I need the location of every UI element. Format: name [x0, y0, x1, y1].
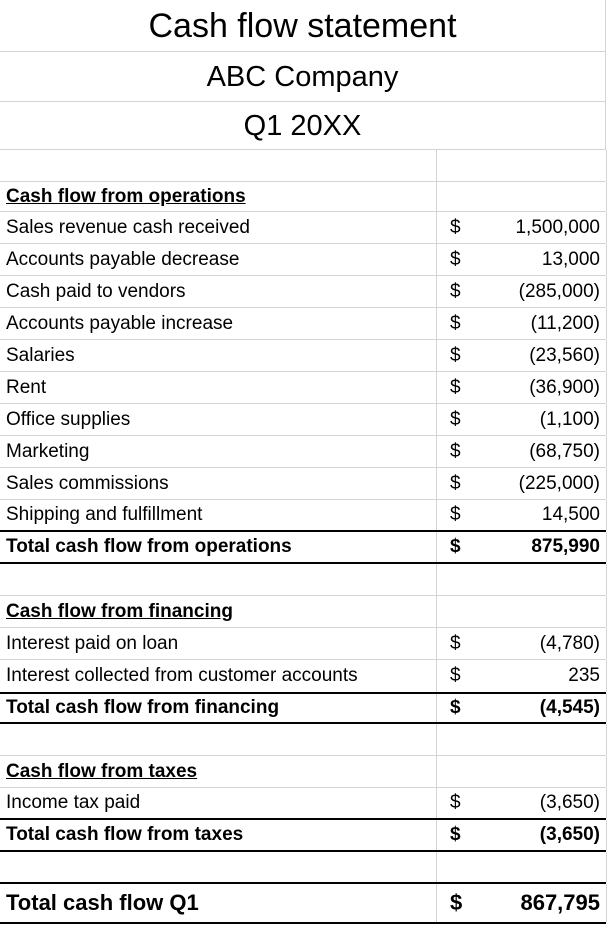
table-row[interactable] — [0, 628, 606, 660]
currency-symbol: $ — [450, 280, 461, 302]
row-label: Shipping and fulfillment — [0, 500, 437, 530]
row-label: Salaries — [0, 340, 437, 371]
amount-value: (225,000) — [518, 472, 600, 494]
table-row[interactable] — [0, 436, 606, 468]
company-text: ABC Company — [206, 61, 399, 93]
row-label: Cash paid to vendors — [0, 276, 437, 307]
currency-symbol: $ — [450, 890, 463, 915]
grand-total-row[interactable] — [0, 882, 606, 924]
grand-total-amount: 867,795 — [520, 890, 600, 915]
period-text: Q1 20XX — [243, 110, 362, 142]
row-label: Rent — [0, 372, 437, 403]
financing-heading-row[interactable] — [0, 596, 606, 628]
company-name[interactable] — [0, 52, 606, 102]
table-row[interactable] — [0, 500, 606, 530]
table-row[interactable] — [0, 468, 606, 500]
currency-symbol: $ — [450, 536, 461, 557]
amount-value: (68,750) — [529, 440, 600, 462]
financing-heading-cell[interactable] — [0, 596, 437, 627]
table-row[interactable] — [0, 372, 606, 404]
blank-cell[interactable] — [0, 150, 437, 181]
amount-value: (4,780) — [539, 632, 600, 654]
currency-symbol: $ — [450, 472, 461, 494]
currency-symbol: $ — [450, 697, 461, 718]
taxes-total-row[interactable] — [0, 818, 606, 852]
amount-value: (23,560) — [529, 344, 600, 366]
amount-value: (285,000) — [518, 280, 600, 302]
row-label: Accounts payable increase — [0, 308, 437, 339]
table-row[interactable] — [0, 308, 606, 340]
amount-value: 235 — [568, 665, 600, 686]
currency-symbol: $ — [450, 824, 461, 845]
table-row[interactable] — [0, 404, 606, 436]
financing-heading: Cash flow from financing — [6, 600, 233, 622]
row-label: Sales revenue cash received — [0, 212, 437, 243]
table-row[interactable] — [0, 276, 606, 308]
total-label: Total cash flow from financing — [0, 694, 437, 722]
row-label: Marketing — [0, 436, 437, 467]
amount-value: (36,900) — [529, 376, 600, 398]
operations-heading: Cash flow from operations — [6, 185, 246, 207]
taxes-heading-row[interactable] — [0, 756, 606, 788]
amount-value: (11,200) — [530, 312, 600, 334]
period-label[interactable] — [0, 102, 606, 150]
currency-symbol: $ — [450, 792, 461, 813]
currency-symbol: $ — [450, 504, 461, 525]
amount-value: (1,100) — [539, 408, 600, 430]
currency-symbol: $ — [450, 632, 461, 654]
operations-total-row[interactable] — [0, 530, 606, 564]
total-label: Total cash flow from taxes — [0, 820, 437, 850]
statement-title[interactable] — [0, 0, 606, 52]
blank-cell[interactable] — [0, 852, 437, 882]
row-label: Accounts payable decrease — [0, 244, 437, 275]
currency-symbol: $ — [450, 376, 461, 398]
total-amount: (4,545) — [539, 697, 600, 718]
blank-row[interactable] — [0, 150, 606, 182]
blank-row[interactable] — [0, 852, 606, 882]
blank-cell[interactable] — [0, 564, 437, 595]
total-amount: 875,990 — [531, 536, 600, 557]
currency-symbol: $ — [450, 440, 461, 462]
amount-value: 13,000 — [541, 248, 600, 270]
amount-value: 1,500,000 — [515, 216, 600, 238]
title-text: Cash flow statement — [148, 7, 457, 45]
blank-row[interactable] — [0, 724, 606, 756]
row-label: Sales commissions — [0, 468, 437, 499]
table-row[interactable] — [0, 244, 606, 276]
table-row[interactable] — [0, 788, 606, 818]
amount-value: 14,500 — [541, 504, 600, 525]
blank-cell[interactable] — [0, 724, 437, 755]
operations-heading-cell[interactable] — [0, 182, 437, 211]
taxes-heading-cell[interactable] — [0, 756, 437, 787]
grand-total-label: Total cash flow Q1 — [0, 884, 437, 922]
currency-symbol: $ — [450, 344, 461, 366]
table-row[interactable] — [0, 660, 606, 692]
row-label: Office supplies — [0, 404, 437, 435]
total-amount: (3,650) — [539, 824, 600, 845]
table-row[interactable] — [0, 212, 606, 244]
row-label: Interest collected from customer accounts — [0, 660, 437, 692]
taxes-heading: Cash flow from taxes — [6, 760, 198, 782]
row-label: Income tax paid — [0, 788, 437, 818]
currency-symbol: $ — [450, 312, 461, 334]
blank-row[interactable] — [0, 564, 606, 596]
total-label: Total cash flow from operations — [0, 532, 437, 562]
currency-symbol: $ — [450, 216, 461, 238]
currency-symbol: $ — [450, 248, 461, 270]
operations-heading-row[interactable] — [0, 182, 606, 212]
amount-value: (3,650) — [539, 792, 600, 813]
currency-symbol: $ — [450, 408, 461, 430]
table-row[interactable] — [0, 340, 606, 372]
currency-symbol: $ — [450, 665, 461, 686]
row-label: Interest paid on loan — [0, 628, 437, 659]
financing-total-row[interactable] — [0, 692, 606, 724]
